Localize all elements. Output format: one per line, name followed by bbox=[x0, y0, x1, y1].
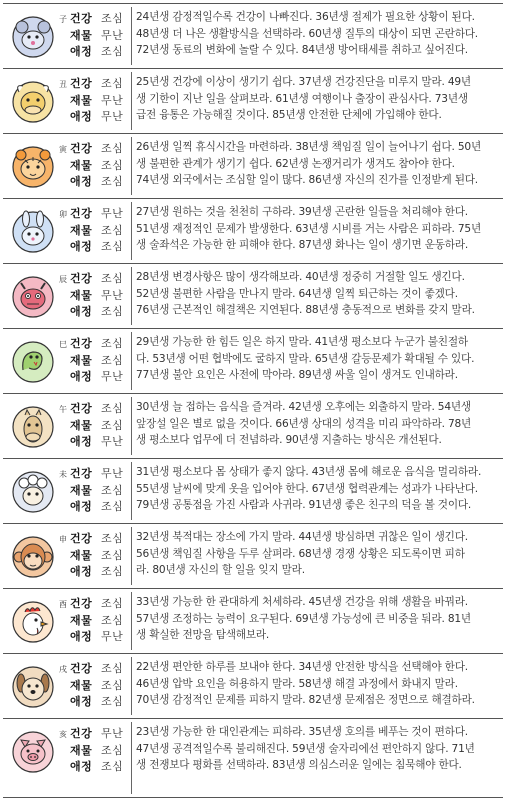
fortune-line: 76년생 근본적인 해결책은 지연된다. 88년생 충동적으로 변화를 갖지 말라. bbox=[136, 304, 475, 317]
fortune-text bbox=[136, 399, 501, 449]
horoscope-row bbox=[3, 719, 503, 798]
column-divider bbox=[131, 137, 132, 195]
health-rating bbox=[70, 76, 123, 93]
love-rating bbox=[70, 694, 123, 711]
fortune-line: 생 기한이 지난 일을 살펴보라. 61년생 여행이나 출장이 관심사다. 73년생 bbox=[136, 92, 468, 105]
money-value: 조심 bbox=[101, 223, 124, 237]
health-label: 건강 bbox=[70, 337, 93, 350]
health-rating bbox=[70, 531, 123, 548]
zodiac-character: 辰 bbox=[59, 275, 67, 284]
fortune-line: 24년생 감정적일수록 건강이 나빠진다. 36년생 절제가 필요한 상황이 된다. bbox=[136, 11, 475, 23]
money-label: 재물 bbox=[70, 223, 93, 237]
money-rating bbox=[70, 28, 123, 45]
fortune-line: 26년생 일찍 휴식시간을 마련하라. 38년생 책임질 일이 늘어나기 쉽다. 50년 bbox=[136, 141, 481, 153]
row-header bbox=[3, 654, 127, 718]
health-value: 조심 bbox=[101, 402, 124, 415]
love-rating bbox=[70, 109, 123, 126]
row-header bbox=[3, 134, 127, 198]
love-value: 조심 bbox=[101, 45, 124, 58]
fortune-text bbox=[136, 139, 501, 189]
dog-icon bbox=[11, 665, 55, 709]
health-label: 건강 bbox=[70, 597, 93, 610]
health-label: 건강 bbox=[70, 77, 93, 90]
health-rating bbox=[70, 466, 123, 483]
love-value: 조심 bbox=[101, 305, 124, 318]
fortune-ratings bbox=[70, 11, 123, 61]
love-value: 조심 bbox=[101, 760, 124, 773]
column-divider bbox=[131, 397, 132, 455]
health-label: 건강 bbox=[70, 272, 93, 285]
fortune-line: 79년생 공통점을 가진 사람과 사귀라. 91년생 좋은 친구의 덕을 볼 것이다. bbox=[136, 499, 472, 512]
rooster-icon bbox=[11, 600, 55, 644]
money-value: 조심 bbox=[101, 613, 124, 627]
love-value: 조심 bbox=[101, 175, 124, 188]
health-rating bbox=[70, 141, 123, 158]
health-label: 건강 bbox=[70, 662, 93, 675]
fortune-line: 51년생 재정적인 문제가 발생한다. 63년생 시비를 거는 사람은 피하라. 75년 bbox=[136, 222, 481, 235]
health-label: 건강 bbox=[70, 532, 93, 545]
fortune-line: 52년생 불편한 사람을 만나지 말라. 64년생 일찍 퇴근하는 것이 좋겠다. bbox=[136, 287, 458, 300]
fortune-line: 70년생 감정적인 문제를 피하지 말라. 82년생 문제점은 정면으로 해결하라. bbox=[136, 694, 475, 707]
horoscope-row bbox=[3, 4, 503, 69]
fortune-text bbox=[136, 204, 501, 254]
fortune-text bbox=[136, 74, 501, 124]
fortune-ratings bbox=[70, 271, 123, 321]
horoscope-row bbox=[3, 654, 503, 719]
horoscope-row bbox=[3, 199, 503, 264]
fortune-line: 29년생 가능한 한 힘든 일은 하지 말라. 41년생 평소보다 누군가 불친절하 bbox=[136, 336, 468, 348]
money-label: 재물 bbox=[70, 548, 93, 562]
column-divider bbox=[131, 267, 132, 325]
money-rating bbox=[70, 158, 123, 175]
fortune-line: 47년생 공격적일수록 불리해진다. 59년생 술자리에선 편안하지 않다. 71년 bbox=[136, 742, 475, 755]
fortune-ratings bbox=[70, 141, 123, 191]
fortune-ratings bbox=[70, 596, 123, 646]
fortune-line: 57년생 조정하는 능력이 요구된다. 69년생 가능성에 큰 비중을 둬라. 81년 bbox=[136, 612, 471, 625]
health-value: 조심 bbox=[101, 272, 124, 285]
zodiac-character: 亥 bbox=[59, 730, 67, 739]
fortune-line: 다. 53년생 어떤 협박에도 굴하지 말라. 65년생 갈등문제가 확대될 수 있다. bbox=[136, 352, 475, 365]
horoscope-row bbox=[3, 524, 503, 589]
fortune-line: 33년생 가능한 한 관대하게 처세하라. 45년생 건강을 위해 생활을 바꿔라. bbox=[136, 596, 468, 608]
money-rating bbox=[70, 353, 123, 370]
zodiac-character: 卯 bbox=[59, 210, 67, 219]
fortune-line: 라. 80년생 자신의 할 일을 잊지 말라. bbox=[136, 564, 305, 577]
fortune-line: 생 불편한 관계가 생기기 쉽다. 62년생 논쟁거리가 생겨도 참아야 한다. bbox=[136, 157, 455, 170]
fortune-ratings bbox=[70, 466, 123, 516]
fortune-ratings bbox=[70, 661, 123, 711]
money-rating bbox=[70, 288, 123, 305]
health-value: 조심 bbox=[101, 662, 124, 675]
love-label: 애정 bbox=[70, 695, 93, 708]
zodiac-character: 未 bbox=[59, 470, 67, 479]
fortune-line: 28년생 변경사항은 많이 생각해보라. 40년생 정중히 거절할 일도 생긴다. bbox=[136, 271, 465, 283]
health-label: 건강 bbox=[70, 727, 93, 740]
fortune-line: 31년생 평소보다 몸 상태가 좋지 않다. 43년생 몸에 해로운 음식을 멀리하라. bbox=[136, 466, 482, 478]
horse-icon bbox=[11, 405, 55, 449]
love-rating bbox=[70, 564, 123, 581]
money-label: 재물 bbox=[70, 353, 93, 367]
money-label: 재물 bbox=[70, 743, 93, 757]
love-value: 무난 bbox=[101, 435, 124, 448]
money-value: 조심 bbox=[101, 483, 124, 497]
zodiac-character: 戌 bbox=[59, 665, 67, 674]
health-value: 무난 bbox=[101, 727, 124, 740]
health-value: 조심 bbox=[101, 597, 124, 610]
love-rating bbox=[70, 759, 123, 776]
money-label: 재물 bbox=[70, 418, 93, 432]
horoscope-row bbox=[3, 459, 503, 524]
health-rating bbox=[70, 271, 123, 288]
horoscope-row bbox=[3, 589, 503, 654]
health-label: 건강 bbox=[70, 207, 93, 220]
love-value: 무난 bbox=[101, 630, 124, 643]
zodiac-character: 酉 bbox=[59, 600, 67, 609]
tiger-icon bbox=[11, 145, 55, 189]
fortune-line: 55년생 날씨에 맞게 옷을 입어야 한다. 67년생 협력관계는 성과가 나타난다. bbox=[136, 482, 478, 495]
money-rating bbox=[70, 483, 123, 500]
money-value: 무난 bbox=[101, 288, 124, 302]
fortune-text bbox=[136, 724, 501, 774]
love-label: 애정 bbox=[70, 240, 93, 253]
row-header bbox=[3, 719, 127, 797]
money-label: 재물 bbox=[70, 158, 93, 172]
love-label: 애정 bbox=[70, 305, 93, 318]
fortune-ratings bbox=[70, 401, 123, 451]
love-rating bbox=[70, 369, 123, 386]
love-rating bbox=[70, 174, 123, 191]
fortune-line: 생 술좌석은 가능한 한 피해야 한다. 87년생 화나는 일이 생기면 운동하라. bbox=[136, 239, 469, 252]
rabbit-icon bbox=[11, 210, 55, 254]
row-header bbox=[3, 199, 127, 263]
love-rating bbox=[70, 434, 123, 451]
love-label: 애정 bbox=[70, 435, 93, 448]
money-rating bbox=[70, 613, 123, 630]
money-value: 조심 bbox=[101, 743, 124, 757]
health-rating bbox=[70, 596, 123, 613]
zodiac-character: 巳 bbox=[59, 340, 67, 349]
zodiac-character: 寅 bbox=[59, 145, 67, 154]
money-value: 조심 bbox=[101, 678, 124, 692]
fortune-text bbox=[136, 334, 501, 384]
love-value: 조심 bbox=[101, 500, 124, 513]
love-rating bbox=[70, 239, 123, 256]
column-divider bbox=[131, 592, 132, 650]
love-value: 무난 bbox=[101, 370, 124, 383]
health-value: 조심 bbox=[101, 142, 124, 155]
fortune-ratings bbox=[70, 531, 123, 581]
health-label: 건강 bbox=[70, 402, 93, 415]
column-divider bbox=[131, 72, 132, 130]
horoscope-row bbox=[3, 329, 503, 394]
column-divider bbox=[131, 7, 132, 65]
fortune-text bbox=[136, 594, 501, 644]
ox-icon bbox=[11, 80, 55, 124]
column-divider bbox=[131, 462, 132, 520]
health-rating bbox=[70, 206, 123, 223]
monkey-icon bbox=[11, 535, 55, 579]
rat-icon bbox=[11, 15, 55, 59]
money-value: 조심 bbox=[101, 548, 124, 562]
fortune-line: 48년생 더 나은 생활방식을 선택하라. 60년생 질투의 대상이 되면 곤란하다. bbox=[136, 27, 478, 40]
love-rating bbox=[70, 44, 123, 61]
fortune-text bbox=[136, 529, 501, 579]
fortune-line: 급전 융통은 가능해질 것이다. 85년생 안전한 단체에 가입해야 한다. bbox=[136, 109, 442, 122]
horoscope-table bbox=[3, 3, 503, 798]
money-rating bbox=[70, 93, 123, 110]
pig-icon bbox=[11, 730, 55, 774]
fortune-line: 30년생 늘 접하는 음식을 즐겨라. 42년생 오후에는 외출하지 말라. 54년생 bbox=[136, 401, 471, 413]
fortune-text bbox=[136, 464, 501, 514]
fortune-line: 생 확실한 전망을 탐색해보라. bbox=[136, 629, 270, 642]
fortune-ratings bbox=[70, 76, 123, 126]
row-header bbox=[3, 589, 127, 653]
health-label: 건강 bbox=[70, 142, 93, 155]
money-label: 재물 bbox=[70, 678, 93, 692]
money-label: 재물 bbox=[70, 613, 93, 627]
health-value: 조심 bbox=[101, 337, 124, 350]
horoscope-row bbox=[3, 394, 503, 459]
money-rating bbox=[70, 418, 123, 435]
love-rating bbox=[70, 499, 123, 516]
fortune-text bbox=[136, 9, 501, 59]
health-value: 무난 bbox=[101, 467, 124, 480]
row-header bbox=[3, 264, 127, 328]
love-label: 애정 bbox=[70, 630, 93, 643]
love-value: 무난 bbox=[101, 110, 124, 123]
zodiac-character: 丑 bbox=[59, 80, 67, 89]
row-header bbox=[3, 524, 127, 588]
zodiac-character: 申 bbox=[59, 535, 67, 544]
fortune-text bbox=[136, 269, 501, 319]
row-header bbox=[3, 394, 127, 458]
love-value: 조심 bbox=[101, 240, 124, 253]
row-header bbox=[3, 459, 127, 523]
health-rating bbox=[70, 661, 123, 678]
zodiac-character: 子 bbox=[59, 15, 67, 24]
fortune-line: 생 평소보다 업무에 더 전념하라. 90년생 지출하는 방식은 개선된다. bbox=[136, 434, 442, 447]
money-value: 무난 bbox=[101, 28, 124, 42]
health-rating bbox=[70, 726, 123, 743]
column-divider bbox=[131, 332, 132, 390]
love-label: 애정 bbox=[70, 760, 93, 773]
love-label: 애정 bbox=[70, 500, 93, 513]
column-divider bbox=[131, 657, 132, 715]
fortune-text bbox=[136, 659, 501, 709]
sheep-icon bbox=[11, 470, 55, 514]
fortune-line: 77년생 불안 요인은 사전에 막아라. 89년생 싸울 일이 생겨도 인내하라. bbox=[136, 369, 458, 382]
health-value: 무난 bbox=[101, 207, 124, 220]
money-label: 재물 bbox=[70, 28, 93, 42]
health-rating bbox=[70, 336, 123, 353]
fortune-line: 32년생 북적대는 장소에 가지 말라. 44년생 방심하면 귀찮은 일이 생긴다. bbox=[136, 531, 468, 543]
health-value: 조심 bbox=[101, 12, 124, 25]
health-value: 조심 bbox=[101, 77, 124, 90]
fortune-line: 46년생 압박 요인을 허용하지 말라. 58년생 해결 과정에서 화내지 말라. bbox=[136, 677, 458, 690]
love-rating bbox=[70, 304, 123, 321]
love-label: 애정 bbox=[70, 110, 93, 123]
column-divider bbox=[131, 202, 132, 260]
love-label: 애정 bbox=[70, 565, 93, 578]
money-rating bbox=[70, 223, 123, 240]
horoscope-row bbox=[3, 69, 503, 134]
love-label: 애정 bbox=[70, 45, 93, 58]
money-rating bbox=[70, 743, 123, 760]
love-label: 애정 bbox=[70, 175, 93, 188]
fortune-line: 25년생 건강에 이상이 생기기 쉽다. 37년생 건강진단을 미루지 말라. 49년 bbox=[136, 76, 471, 88]
money-value: 조심 bbox=[101, 353, 124, 367]
column-divider bbox=[131, 722, 132, 794]
fortune-ratings bbox=[70, 206, 123, 256]
fortune-line: 22년생 편안한 하루를 보내야 한다. 34년생 안전한 방식을 선택해야 한다. bbox=[136, 661, 468, 673]
money-label: 재물 bbox=[70, 93, 93, 107]
fortune-line: 앞장설 일은 별로 없을 것이다. 66년생 상대의 성격을 미리 파악하라. 78년 bbox=[136, 417, 472, 430]
money-label: 재물 bbox=[70, 483, 93, 497]
fortune-line: 27년생 원하는 것을 천천히 구하라. 39년생 곤란한 일들을 처리해야 한다. bbox=[136, 206, 468, 218]
zodiac-character: 午 bbox=[59, 405, 67, 414]
health-rating bbox=[70, 11, 123, 28]
love-rating bbox=[70, 629, 123, 646]
row-header bbox=[3, 329, 127, 393]
health-label: 건강 bbox=[70, 467, 93, 480]
money-value: 조심 bbox=[101, 418, 124, 432]
horoscope-row bbox=[3, 134, 503, 199]
row-header bbox=[3, 69, 127, 133]
fortune-line: 74년생 외국에서는 조심할 일이 많다. 86년생 자신의 진가를 인정받게 된다. bbox=[136, 174, 478, 187]
money-value: 조심 bbox=[101, 158, 124, 172]
fortune-ratings bbox=[70, 336, 123, 386]
money-rating bbox=[70, 678, 123, 695]
horoscope-row bbox=[3, 264, 503, 329]
money-rating bbox=[70, 548, 123, 565]
fortune-line: 생 전쟁보다 평화를 선택하라. 83년생 의심스러운 일에는 침묵해야 한다. bbox=[136, 759, 462, 772]
fortune-ratings bbox=[70, 726, 123, 776]
fortune-line: 56년생 책임질 사항을 두루 살펴라. 68년생 경쟁 상황은 되도록이면 피하 bbox=[136, 547, 465, 560]
health-label: 건강 bbox=[70, 12, 93, 25]
fortune-line: 72년생 동료의 변화에 놀랄 수 있다. 84년생 방어태세를 취하고 싶어진다. bbox=[136, 44, 468, 57]
love-value: 조심 bbox=[101, 695, 124, 708]
money-label: 재물 bbox=[70, 288, 93, 302]
column-divider bbox=[131, 527, 132, 585]
love-label: 애정 bbox=[70, 370, 93, 383]
snake-icon bbox=[11, 340, 55, 384]
money-value: 무난 bbox=[101, 93, 124, 107]
health-value: 조심 bbox=[101, 532, 124, 545]
dragon-icon bbox=[11, 275, 55, 319]
fortune-line: 23년생 가능한 한 대인관계는 피하라. 35년생 호의를 베푸는 것이 편하다. bbox=[136, 726, 468, 738]
love-value: 조심 bbox=[101, 565, 124, 578]
row-header bbox=[3, 4, 127, 68]
health-rating bbox=[70, 401, 123, 418]
